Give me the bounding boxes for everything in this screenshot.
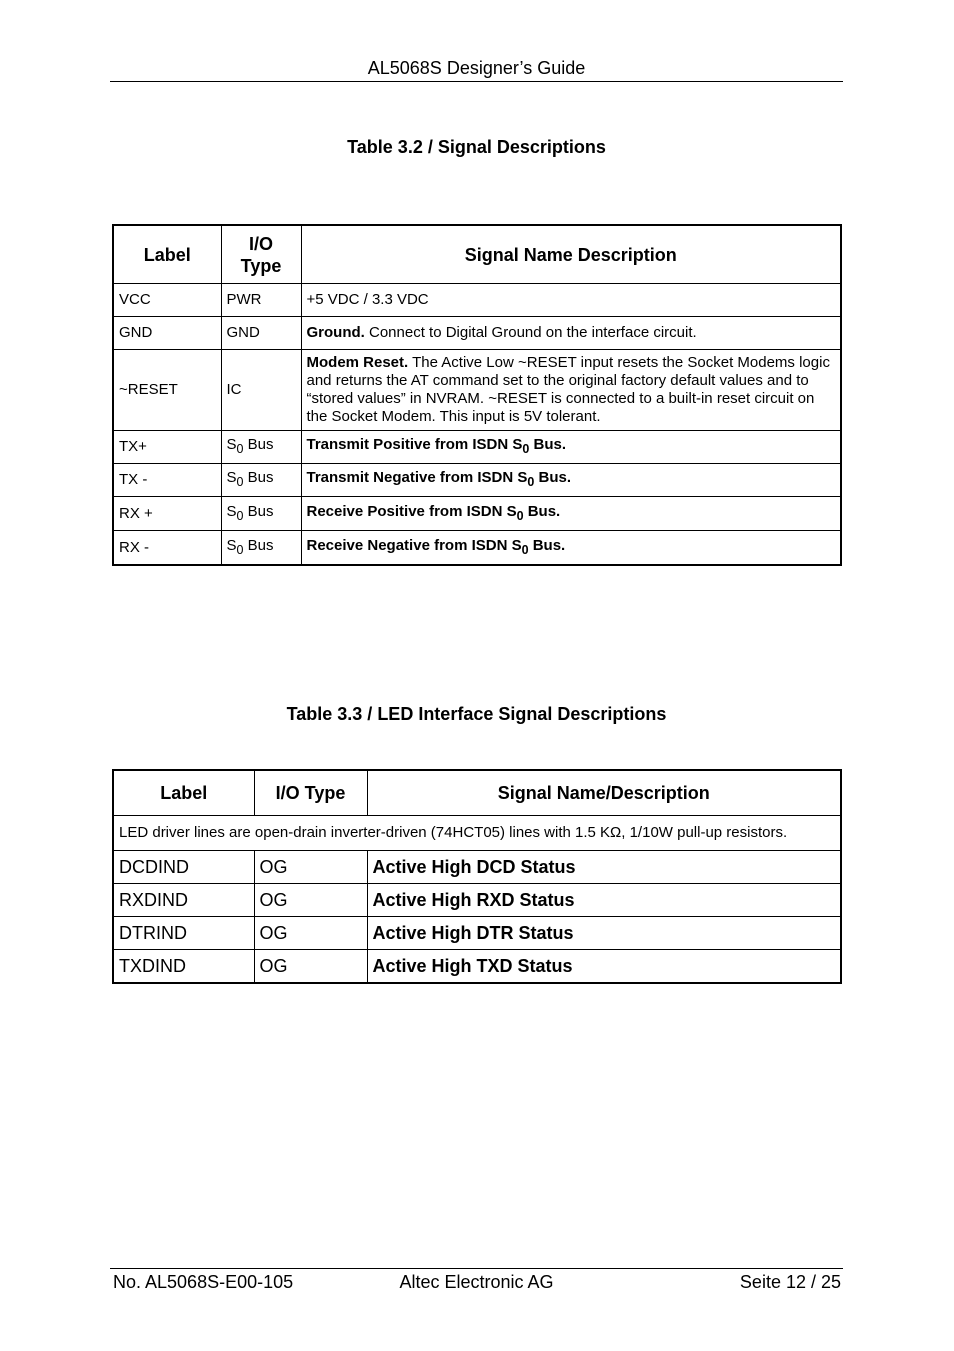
company-name: Altec Electronic AG	[399, 1272, 554, 1292]
cell-description	[301, 350, 841, 431]
cell-label: RXDIND	[113, 884, 254, 917]
cell-io-type	[221, 531, 301, 566]
cell-description: Active High TXD Status	[367, 950, 841, 984]
description-text: The Active Low ~RESET input resets the Socket Modems logic and returns the AT command set to the original factory default values and to “stored values” in NVRAM. ~RESET is connected to a built-in reset circuit on the Socket Modem. This input is 5V tolerant.	[306, 354, 830, 425]
cell-description	[301, 317, 841, 350]
cell-description	[301, 284, 841, 317]
cell-io-type	[221, 431, 301, 464]
io-text: S	[226, 536, 237, 554]
cell-description: Active High DCD Status	[367, 851, 841, 884]
description-text-rest: Bus.	[534, 469, 572, 486]
description-bold: Modem Reset.	[306, 354, 409, 371]
led-driver-note: LED driver lines are open-drain inverter-driven (74HCT05) lines with 1.5 KΩ, 1/10W pull-up resistors.	[113, 816, 841, 851]
cell-description: Active High RXD Status	[367, 884, 841, 917]
io-text-rest: Bus	[243, 469, 274, 486]
cell-description	[301, 431, 841, 464]
page-footer	[110, 1268, 843, 1295]
table-row	[113, 917, 841, 950]
column-header-label: Label	[113, 225, 221, 284]
io-text-rest: Bus	[243, 502, 274, 520]
table-row	[113, 284, 841, 317]
table-row	[113, 350, 841, 431]
table-row	[113, 497, 841, 531]
cell-io-type: OG	[254, 851, 367, 884]
table-row	[113, 317, 841, 350]
cell-label: ~RESET	[113, 350, 221, 431]
table-row	[113, 950, 841, 984]
cell-description	[301, 464, 841, 497]
description-text: Receive Negative from ISDN S	[306, 536, 522, 554]
description-text-rest: Bus.	[529, 436, 567, 453]
io-subscript: 0	[236, 475, 244, 489]
table-row	[113, 884, 841, 917]
cell-io-type: OG	[254, 950, 367, 984]
description-subscript: 0	[516, 508, 524, 523]
document-title: AL5068S Designer’s Guide	[367, 58, 586, 78]
io-text: S	[226, 502, 237, 520]
column-header-io-type: I/O Type	[254, 770, 367, 816]
cell-label: TX -	[113, 464, 221, 497]
description-text: +5 VDC / 3.3 VDC	[306, 291, 429, 308]
table-row	[113, 431, 841, 464]
description-text-rest: Bus.	[523, 502, 561, 520]
cell-io-type: PWR	[221, 284, 301, 317]
table-header-row	[113, 225, 841, 284]
description-text: Transmit Positive from ISDN S	[306, 436, 523, 453]
cell-description: Active High DTR Status	[367, 917, 841, 950]
description-subscript: 0	[521, 542, 529, 557]
description-text-rest: Bus.	[528, 536, 566, 554]
cell-description	[301, 531, 841, 566]
io-subscript: 0	[236, 442, 244, 456]
cell-label: TX+	[113, 431, 221, 464]
page-number: Seite 12 / 25	[739, 1272, 841, 1292]
io-subscript: 0	[236, 508, 244, 523]
table-note-row	[113, 816, 841, 851]
cell-label: RX -	[113, 531, 221, 566]
page-header	[110, 57, 843, 82]
table-row	[113, 464, 841, 497]
io-subscript: 0	[236, 542, 244, 557]
description-text: Connect to Digital Ground on the interface circuit.	[364, 324, 697, 341]
description-bold: Ground.	[306, 324, 365, 341]
table-3-3-caption: Table 3.3 / LED Interface Signal Descriptions	[286, 704, 667, 724]
table-row	[113, 531, 841, 566]
cell-io-type	[221, 464, 301, 497]
description-text: Transmit Negative from ISDN S	[306, 469, 528, 486]
io-text-rest: Bus	[243, 536, 274, 554]
cell-description	[301, 497, 841, 531]
cell-io-type: OG	[254, 917, 367, 950]
column-header-label: Label	[113, 770, 254, 816]
table-header-row	[113, 770, 841, 816]
io-text-rest: Bus	[243, 436, 274, 453]
column-header-description: Signal Name Description	[301, 225, 841, 284]
cell-label: VCC	[113, 284, 221, 317]
cell-label: DTRIND	[113, 917, 254, 950]
description-subscript: 0	[527, 475, 535, 489]
cell-label: GND	[113, 317, 221, 350]
cell-io-type	[221, 497, 301, 531]
cell-label: TXDIND	[113, 950, 254, 984]
signal-descriptions-table	[112, 224, 842, 566]
description-text: Receive Positive from ISDN S	[306, 502, 517, 520]
cell-label: RX +	[113, 497, 221, 531]
io-text: S	[226, 436, 237, 453]
io-text: S	[226, 469, 237, 486]
table-row	[113, 851, 841, 884]
cell-io-type: GND	[221, 317, 301, 350]
description-subscript: 0	[522, 442, 530, 456]
document-number: No. AL5068S-E00-105	[113, 1272, 294, 1292]
led-interface-table	[112, 769, 842, 984]
cell-io-type: IC	[221, 350, 301, 431]
table-3-2-caption: Table 3.2 / Signal Descriptions	[347, 137, 606, 157]
cell-io-type: OG	[254, 884, 367, 917]
cell-label: DCDIND	[113, 851, 254, 884]
column-header-io-type: I/O Type	[221, 225, 301, 284]
column-header-description: Signal Name/Description	[367, 770, 841, 816]
